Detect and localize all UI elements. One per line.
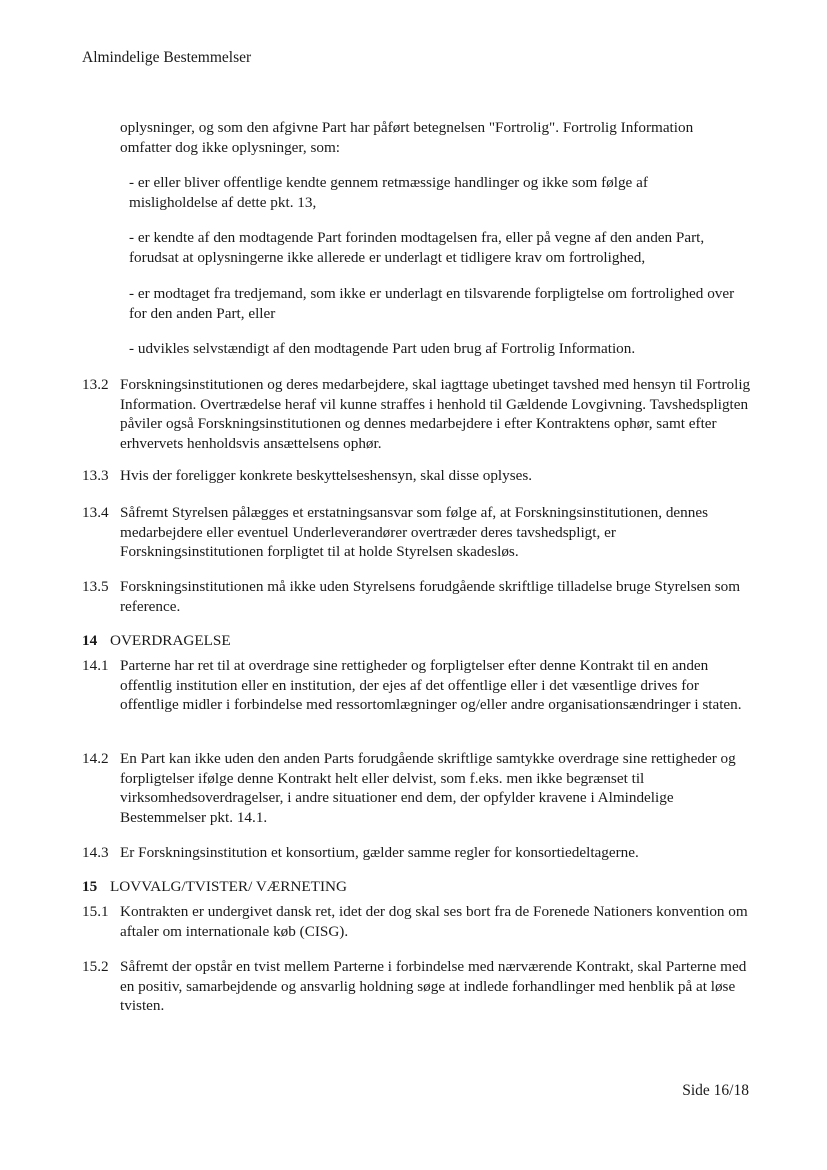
clause-number: 14.1 (82, 657, 109, 674)
clause-text: Er Forskningsinstitution et konsortium, gælder samme regler for konsortiedeltagerne. (120, 844, 639, 861)
bullet-item: - er kendte af den modtagende Part forinden modtagelsen fra, eller på vegne af den anden Part, forudsat at oplysningerne ikke allerede er underlagt et tidligere krav om fortrolighed, (129, 229, 705, 266)
bullet-item: - er eller bliver offentlige kendte gennem retmæssige handlinger og ikke som følge af misligholdelse af dette pkt. 13, (129, 174, 648, 211)
bullet-item: - er modtaget fra tredjemand, som ikke er underlagt en tilsvarende forpligtelse om fortrolighed over for den anden Part, eller (129, 285, 735, 322)
clause-13-5 (82, 577, 752, 616)
section-number: 14 (82, 632, 98, 649)
clause-13-3 (82, 466, 752, 486)
clause-number: 13.5 (82, 578, 109, 595)
section-heading-14 (82, 631, 752, 651)
clause-15-1 (82, 902, 752, 941)
clause-text: Forskningsinstitutionen og deres medarbejdere, skal iagttage ubetinget tavshed med hensyn til Fortrolig Information. Overtrædelse heraf vil kunne straffes i henhold til Gældende Lovgivning. Tavshedspligten påviler også Forskningsinstitutionen og dennes medarbejdere i efter Kontraktens ophør, samt efter erhvervets henholdsvis ansættelsens ophør. (120, 376, 751, 452)
clause-text: Kontrakten er undergivet dansk ret, idet der dog skal ses bort fra de Forenede Nationers konvention om aftaler om internationale køb (CISG). (120, 903, 748, 940)
clause-number: 13.2 (82, 376, 109, 393)
clause-15-2 (82, 957, 752, 1016)
section-title: LOVVALG/TVISTER/ VÆRNETING (110, 878, 347, 895)
clause-text: Parterne har ret til at overdrage sine rettigheder og forpligtelser efter denne Kontrakt til en anden offentlig institution eller en institution, der ejes af det offentlige eller i det væsentlige drives for offentlige midler i forbindelse med ressortomlægninger og/eller andre organisationsændringer i staten. (120, 657, 742, 713)
clause-number: 15.1 (82, 903, 109, 920)
clause-number: 14.3 (82, 844, 109, 861)
page-header: Almindelige Bestemmelser (82, 49, 252, 66)
bullet-item: - udvikles selvstændigt af den modtagende Part uden brug af Fortrolig Information. (129, 340, 636, 357)
clause-text: Forskningsinstitutionen må ikke uden Styrelsens forudgående skriftlige tilladelse bruge Styrelsen som reference. (120, 578, 741, 615)
clause-14-3 (82, 843, 752, 863)
clause-13-4 (82, 503, 752, 562)
clause-13-2 (82, 375, 752, 453)
clause-text: En Part kan ikke uden den anden Parts forudgående skriftlige samtykke overdrage sine rettigheder og forpligtelser ifølge denne Kontrakt helt eller delvist, som f.eks. men ikke begrænset til virksomhedsoverdragelser, i andre situationer end dem, der opfylder kravene i Almindelige Bestemmelser pkt. 14.1. (120, 750, 736, 826)
section-heading-15 (82, 877, 752, 897)
clause-14-1 (82, 656, 752, 715)
clause-text: Såfremt der opstår en tvist mellem Parterne i forbindelse med nærværende Kontrakt, skal Parterne med en positiv, samarbejdende og ansvarlig holdning søge at indlede forhandlinger med henblik på at løse tvisten. (120, 958, 747, 1014)
intro-paragraph: oplysninger, og som den afgivne Part har påført betegnelsen "Fortrolig". Fortrolig Information omfatter dog ikke oplysninger, som: (120, 119, 694, 156)
clause-14-2 (82, 749, 752, 827)
clause-number: 15.2 (82, 958, 109, 975)
clause-text: Såfremt Styrelsen pålægges et erstatningsansvar som følge af, at Forskningsinstitutionen, dennes medarbejdere eller eventuel Underleverandører overtræder deres tavshedspligt, er Forskningsinstitutionen forpligtet til at holde Styrelsen skadesløs. (120, 504, 708, 560)
section-number: 15 (82, 878, 98, 895)
clause-number: 14.2 (82, 750, 109, 767)
clause-number: 13.4 (82, 504, 109, 521)
clause-text: Hvis der foreligger konkrete beskyttelseshensyn, skal disse oplyses. (120, 467, 533, 484)
clause-number: 13.3 (82, 467, 109, 484)
section-title: OVERDRAGELSE (110, 632, 231, 649)
page-number: Side 16/18 (682, 1082, 749, 1099)
